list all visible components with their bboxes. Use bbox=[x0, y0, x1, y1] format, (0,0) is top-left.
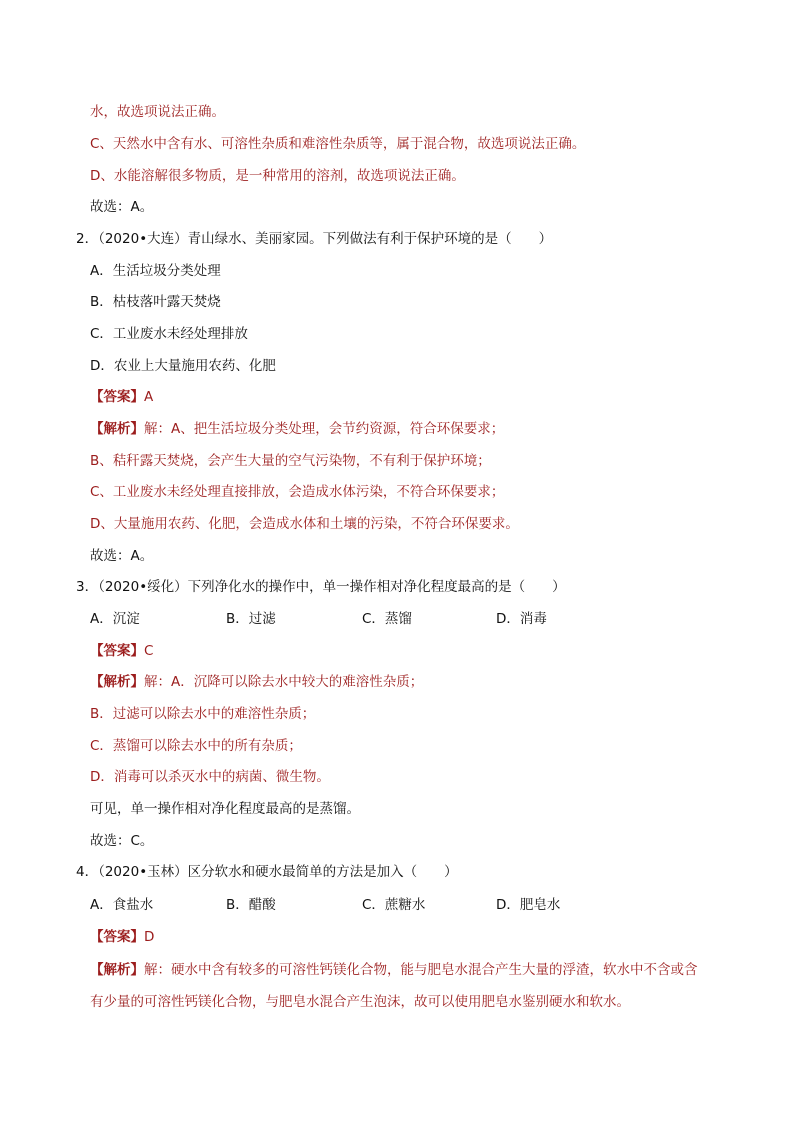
q2-analysis-line: B、秸秆露天焚烧，会产生大量的空气污染物，不有利于保护环境； bbox=[90, 453, 491, 469]
analysis-label: 【解析】 bbox=[90, 962, 144, 978]
q2-analysis bbox=[90, 419, 504, 439]
q2-stem: 2．（2020•大连）青山绿水、美丽家园。下列做法有利于保护环境的是（ ） bbox=[76, 231, 553, 247]
q3-option-c: C．蒸馏 bbox=[362, 611, 412, 627]
answer-value: C bbox=[144, 643, 154, 659]
q1-analysis-line: 水，故选项说法正确。 bbox=[90, 104, 225, 120]
q2-choice: 故选：A。 bbox=[90, 548, 154, 564]
q3-conclusion: 可见，单一操作相对净化程度最高的是蒸馏。 bbox=[90, 801, 360, 817]
q3-option-a: A．沉淀 bbox=[90, 611, 140, 627]
q3-answer bbox=[90, 641, 153, 661]
q3-stem: 3．（2020•绥化）下列净化水的操作中，单一操作相对净化程度最高的是（ ） bbox=[76, 579, 566, 595]
q4-analysis bbox=[90, 960, 698, 980]
analysis-text: 解：A、把生活垃圾分类处理，会节约资源，符合环保要求； bbox=[144, 421, 505, 437]
q4-option-d: D．肥皂水 bbox=[496, 897, 561, 913]
q3-analysis-line: D．消毒可以杀灭水中的病菌、微生物。 bbox=[90, 769, 330, 785]
q4-option-a: A．食盐水 bbox=[90, 897, 154, 913]
q2-analysis-line: C、工业废水未经处理直接排放，会造成水体污染，不符合环保要求； bbox=[90, 484, 505, 500]
q2-option-d: D．农业上大量施用农药、化肥 bbox=[90, 358, 276, 374]
q4-stem: 4．（2020•玉林）区分软水和硬水最简单的方法是加入（ ） bbox=[76, 864, 458, 880]
answer-value: D bbox=[144, 929, 155, 945]
q3-option-d: D．消毒 bbox=[496, 611, 547, 627]
q2-option-c: C．工业废水未经处理排放 bbox=[90, 326, 248, 342]
analysis-label: 【解析】 bbox=[90, 674, 144, 690]
q2-option-a: A．生活垃圾分类处理 bbox=[90, 263, 221, 279]
answer-label: 【答案】 bbox=[90, 643, 144, 659]
analysis-text: 解：A．沉降可以除去水中较大的难溶性杂质； bbox=[144, 674, 424, 690]
answer-label: 【答案】 bbox=[90, 929, 144, 945]
q3-option-b: B．过滤 bbox=[226, 611, 276, 627]
q4-option-b: B．醋酸 bbox=[226, 897, 276, 913]
answer-value: A bbox=[144, 389, 154, 405]
analysis-text: 解：硬水中含有较多的可溶性钙镁化合物，能与肥皂水混合产生大量的浮渣，软水中不含或含 bbox=[144, 962, 698, 978]
q2-option-b: B．枯枝落叶露天焚烧 bbox=[90, 294, 221, 310]
q3-analysis-line: B．过滤可以除去水中的难溶性杂质； bbox=[90, 706, 316, 722]
q3-analysis bbox=[90, 672, 423, 692]
q1-choice: 故选：A。 bbox=[90, 199, 154, 215]
q1-analysis-line: C、天然水中含有水、可溶性杂质和难溶性杂质等，属于混合物，故选项说法正确。 bbox=[90, 136, 586, 152]
q2-answer bbox=[90, 387, 153, 407]
q1-analysis-line: D、水能溶解很多物质，是一种常用的溶剂，故选项说法正确。 bbox=[90, 168, 465, 184]
q2-analysis-line: D、大量施用农药、化肥，会造成水体和土壤的污染，不符合环保要求。 bbox=[90, 516, 519, 532]
q4-option-c: C．蔗糖水 bbox=[362, 897, 426, 913]
answer-label: 【答案】 bbox=[90, 389, 144, 405]
q4-analysis-line: 有少量的可溶性钙镁化合物，与肥皂水混合产生泡沫，故可以使用肥皂水鉴别硬水和软水。 bbox=[90, 994, 630, 1010]
q4-answer bbox=[90, 927, 154, 947]
analysis-label: 【解析】 bbox=[90, 421, 144, 437]
q3-choice: 故选：C。 bbox=[90, 833, 154, 849]
q3-analysis-line: C．蒸馏可以除去水中的所有杂质； bbox=[90, 738, 302, 754]
